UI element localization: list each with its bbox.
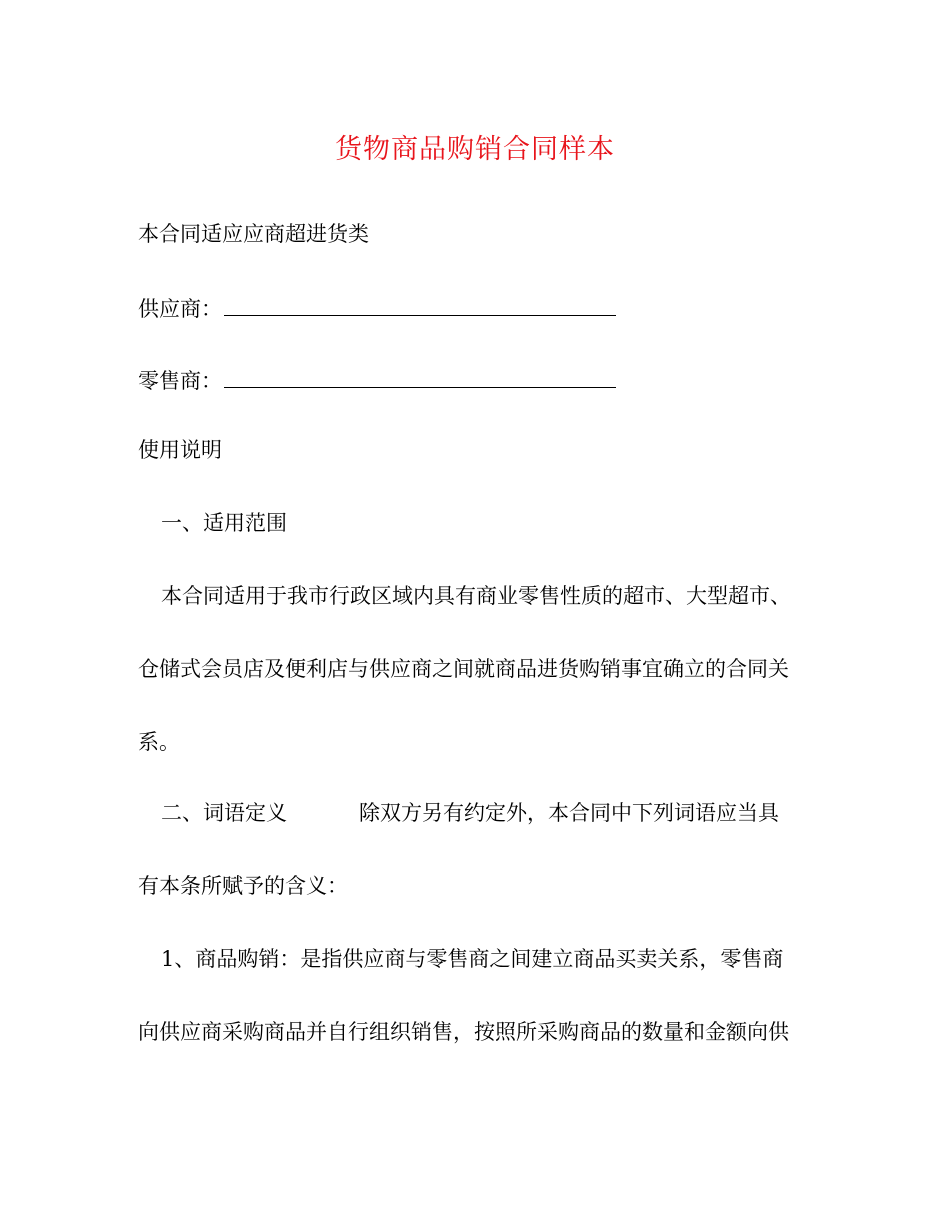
supplier-line: [138, 293, 616, 324]
retailer-blank: [224, 365, 616, 388]
item1-line-1: 1、商品购销：是指供应商与零售商之间建立商品买卖关系，零售商: [161, 947, 784, 971]
section2-heading: 二、词语定义: [161, 801, 287, 825]
retailer-line: [138, 365, 616, 396]
section1-heading: 一、适用范围: [161, 511, 287, 535]
section2-line: [161, 798, 779, 828]
section1-body-line-1: 本合同适用于我市行政区域内具有商业零售性质的超市、大型超市、: [161, 584, 791, 608]
item1-line-2: 向供应商采购商品并自行组织销售，按照所采购商品的数量和金额向供: [138, 1020, 789, 1044]
section2-intro: 除双方另有约定外，本合同中下列词语应当具: [359, 801, 779, 825]
instructions-heading: 使用说明: [138, 438, 222, 462]
retailer-label: 零售商：: [138, 369, 222, 393]
supplier-blank: [224, 293, 616, 316]
scope-note: 本合同适应应商超进货类: [138, 222, 369, 246]
section1-body-line-3: 系。: [138, 730, 180, 754]
section2-intro-cont: 有本条所赋予的含义：: [138, 874, 348, 898]
document-title: 货物商品购销合同样本: [335, 134, 615, 165]
supplier-label: 供应商：: [138, 297, 222, 321]
section1-body-line-2: 仓储式会员店及便利店与供应商之间就商品进货购销事宜确立的合同关: [138, 657, 789, 681]
